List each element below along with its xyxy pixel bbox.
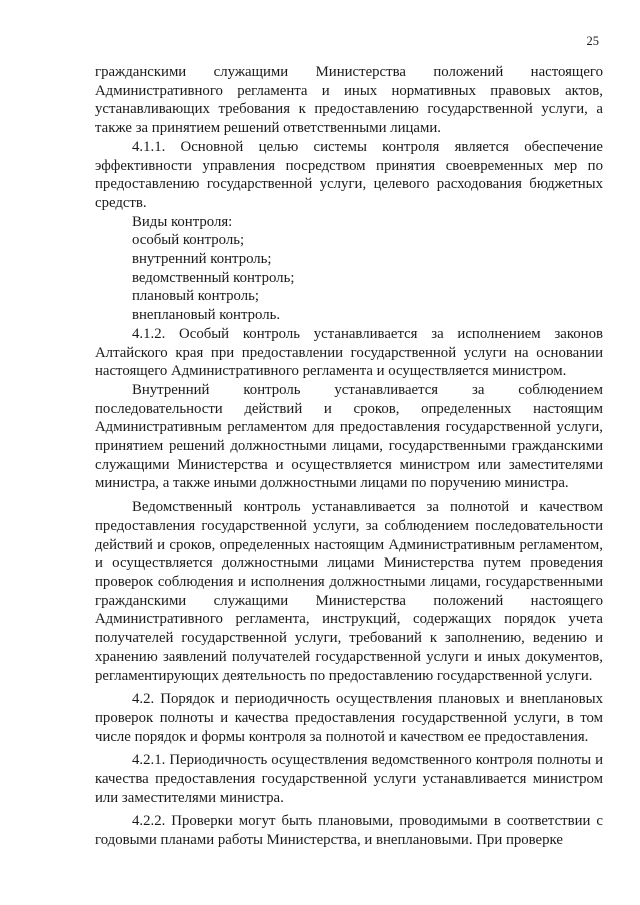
paragraph-4-1-1: 4.1.1. Основной целью системы контроля является обеспечение эффективности управления посредством принятия своевременных мер по предоставлению государственной услуги, целевого расходования бюджетных средств. — [95, 138, 603, 211]
list-item: внутренний контроль; — [132, 251, 272, 268]
list-item: особый контроль; — [132, 232, 245, 249]
paragraph-4-2: 4.2. Порядок и периодичность осуществления плановых и внеплановых проверок полноты и качества предоставления государственной услуги, в том числе порядок и формы контроля за полнотой и качеством ее предоставления. — [95, 691, 603, 745]
document-body — [95, 63, 603, 850]
list-item: ведомственный контроль; — [132, 269, 295, 286]
paragraph-internal-control: Внутренний контроль устанавливается за соблюдением последовательности действий и сроков, определенных настоящим Административным регламентом для предоставления государственной услуги, принятием решений должностными лицами, государственными гражданскими служащими Министерства и осуществляется министром или заместителями министра, а также иными должностными лицами по поручению министра. — [95, 381, 603, 492]
page-number: 25 — [586, 34, 599, 48]
control-types-list — [95, 231, 603, 325]
paragraph-4-2-1: 4.2.1. Периодичность осуществления ведомственного контроля полноты и качества предоставления государственной услуги устанавливается министром или заместителями министра. — [95, 752, 603, 806]
control-types-heading: Виды контроля: — [132, 213, 233, 230]
paragraph-4-1-2: 4.1.2. Особый контроль устанавливается за исполнением законов Алтайского края при предоставлении государственной услуги на основании настоящего Административного регламента и осуществляется министром. — [95, 325, 603, 380]
list-item: плановый контроль; — [132, 288, 259, 305]
paragraph-continuation: гражданскими служащими Министерства положений настоящего Административного регламента и иных нормативных правовых актов, устанавливающих требования к предоставлению государственной услуги, а также за принятием решений ответственными лицами. — [95, 64, 603, 137]
paragraph-4-2-2: 4.2.2. Проверки могут быть плановыми, проводимыми в соответствии с годовыми планами работы Министерства, и внеплановыми. При проверке — [95, 813, 603, 849]
list-item: внеплановый контроль. — [132, 307, 281, 324]
paragraph-departmental-control: Ведомственный контроль устанавливается за полнотой и качеством предоставления государственной услуги, за соблюдением последовательности действий и сроков, определенных настоящим Административным регламентом, и осуществляется должностными лицами Министерства путем проведения проверок соблюдения и исполнения должностными лицами, государственными гражданскими служащими Министерства положений настоящего Административного регламента, инструкций, содержащих порядок учета получателей государственной услуги, требований к заполнению, ведению и хранению заявлений получателей государственной услуги и иных документов, регламентирующих деятельность по предоставлению государственной услуги. — [95, 499, 603, 684]
